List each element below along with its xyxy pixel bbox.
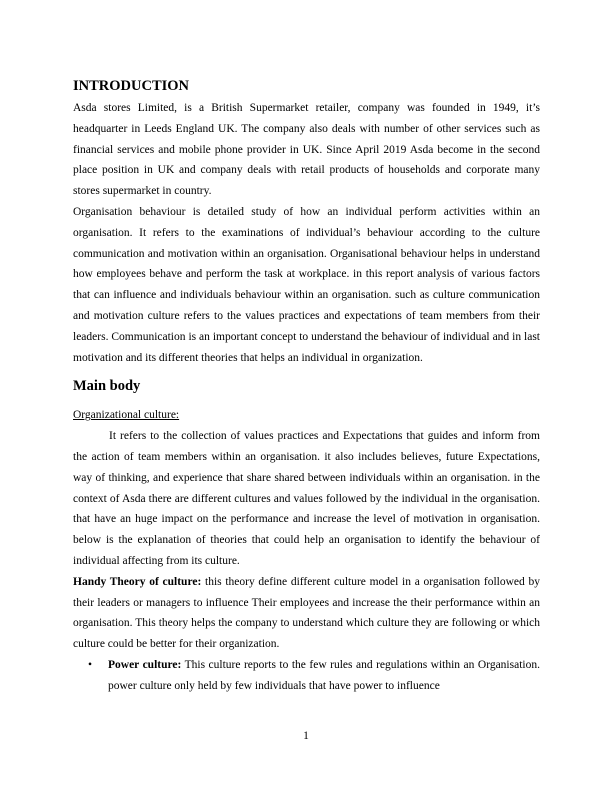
page-content — [73, 76, 540, 697]
culture-types-list — [73, 655, 540, 697]
organizational-culture-subheading: Organizational culture: — [73, 409, 180, 422]
list-item — [73, 655, 540, 697]
introduction-paragraph-2: Organisation behaviour is detailed study of how an individual perform activities within an organisation. It refers to the examinations of individual’s behaviour according to the culture communication and motivation within an organisation. Organisational behaviour helps in understand how employees behave and perform the task at workplace. in this report analysis of various factors that can influence and individuals behaviour within an organisation. such as culture communication and motivation culture refers to the values practices and expectations of team members from their leaders. Communication is an important concept to understand the behaviour of individual and in last motivation and its different theories that helps an individual in organization. — [73, 205, 540, 364]
handy-theory-term: Handy Theory of culture: — [73, 575, 202, 588]
handy-theory-text: this theory define different culture model in a organisation followed by their leaders or managers to influence Their employees and increase the their performance within an organisation. This theory helps the company to understand which culture they are following or which culture could be better for their organization. — [73, 575, 540, 651]
bullet-icon: • — [88, 658, 93, 671]
introduction-paragraph-1: Asda stores Limited, is a British Supermarket retailer, company was founded in 1949, it’s headquarter in Leeds England UK. The company also deals with number of other services such as financial services and mobile phone provider in UK. Since April 2019 Asda become in the second place position in UK and company deals with retail products of households and corporate many stores supermarket in country. — [73, 102, 540, 198]
page-number: 1 — [303, 730, 309, 742]
handy-theory-paragraph — [73, 572, 540, 655]
organizational-culture-paragraph: It refers to the collection of values practices and Expectations that guides and inform from the action of team members within an organisation. it also includes believes, future Expectations, way of thinking, and experience that share shared between individuals within an organisation. in the context of Asda there are different cultures and values followed by the individual in the organisation. that have an huge impact on the performance and increase the level of motivation in organisation. below is the explanation of theories that could help an organisation to identify the behaviour of individual affecting from its culture. — [73, 430, 540, 567]
main-body-heading: Main body — [73, 378, 141, 395]
power-culture-text: This culture reports to the few rules and regulations within an Organisation. power culture only held by few individuals that have power to influence — [108, 658, 540, 692]
introduction-heading: INTRODUCTION — [73, 78, 190, 94]
power-culture-term: Power culture: — [108, 658, 182, 671]
